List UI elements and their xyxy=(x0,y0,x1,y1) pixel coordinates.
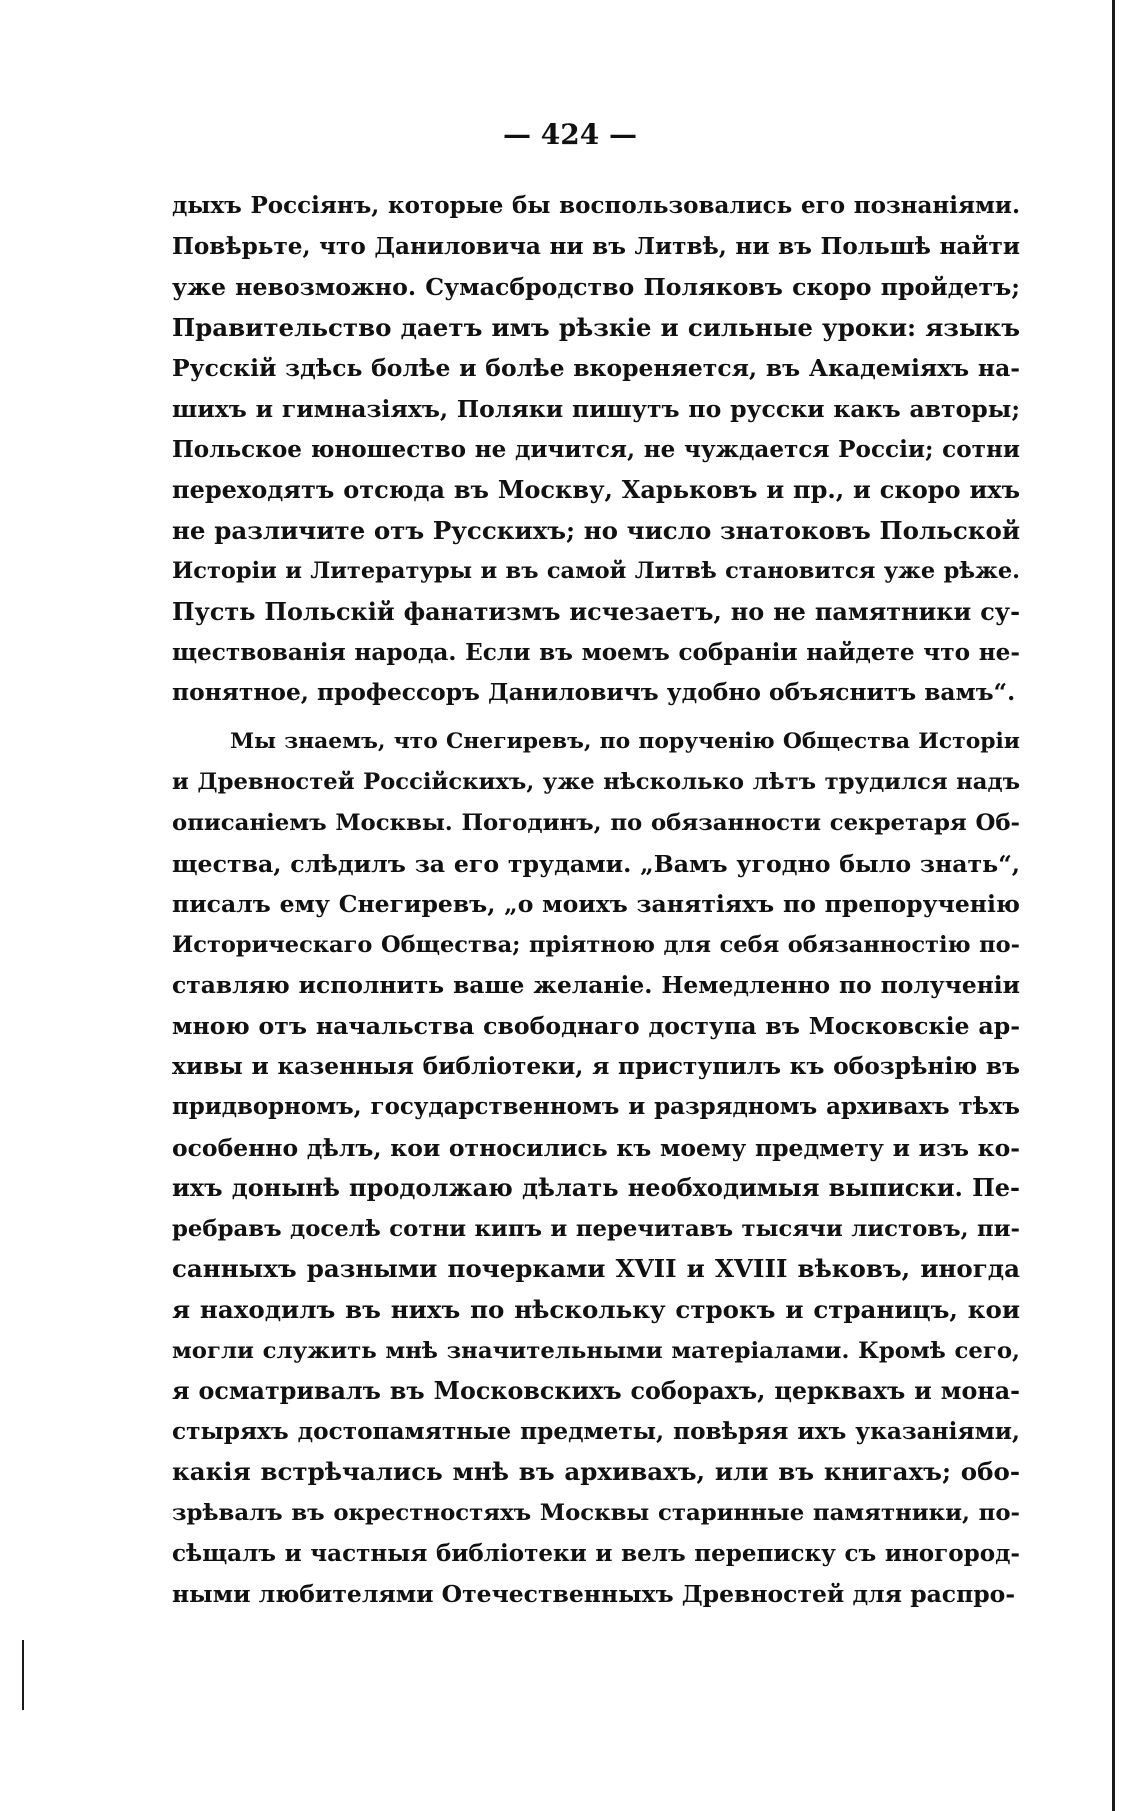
text-line: ребравъ доселѣ сотни кипъ и перечитавъ тысячи листовъ, пи- xyxy=(172,1215,1020,1242)
text-line: ихъ донынѣ продолжаю дѣлать необходимыя выписки. Пе- xyxy=(172,1173,1020,1203)
text-line: не различите отъ Русскихъ; но число знатоковъ Польской xyxy=(172,515,1020,545)
text-line: Повѣрьте, что Даниловича ни въ Литвѣ, ни въ Польшѣ найти xyxy=(172,232,1020,260)
text-line: мною отъ начальства свободнаго доступа въ Московскіе ар- xyxy=(172,1011,1020,1040)
paragraph-gap xyxy=(172,714,1020,722)
text-line: переходятъ отсюда въ Москву, Харьковъ и пр., и скоро ихъ xyxy=(172,475,1020,505)
text-line: ставляю исполнить ваше желаніе. Немедленно по полученіи xyxy=(172,971,1020,1000)
text-line: дыхъ Россіянъ, которые бы воспользовались его познаніями. xyxy=(172,192,1020,219)
text-line: ществованія народа. Если въ моемъ собраніи найдете что не- xyxy=(172,638,1020,666)
text-line: Мы знаемъ, что Снегиревъ, по порученію Общества Исторіи xyxy=(230,728,1020,754)
text-line: особенно дѣлъ, кои относились къ моему предмету и изъ ко- xyxy=(172,1133,1020,1162)
text-line: я осматривалъ въ Московскихъ соборахъ, церквахъ и мона- xyxy=(172,1377,1020,1406)
text-line: шихъ и гимназіяхъ, Поляки пишутъ по русски какъ авторы; xyxy=(172,394,1020,423)
text-line: уже невозможно. Сумасбродство Поляковъ скоро пройдетъ; xyxy=(172,273,1020,302)
text-line: Пусть Польскій фанатизмъ исчезаетъ, но не памятники су- xyxy=(172,597,1020,626)
text-line: зрѣвалъ въ окрестностяхъ Москвы старинные памятники, по- xyxy=(172,1500,1020,1526)
paragraph-1 xyxy=(172,186,1020,714)
text-line: придворномъ, государственномъ и разрядномъ архивахъ тѣхъ xyxy=(172,1093,1020,1121)
text-line: ными любителями Отечественныхъ Древностей для распро- xyxy=(172,1580,1016,1609)
text-line: могли служить мнѣ значительными матеріалами. Кромѣ сего, xyxy=(172,1337,1020,1364)
text-line: Польское юношество не дичится, не чуждается Россіи; сотни xyxy=(172,435,1020,463)
text-line: Русскій здѣсь болѣе и болѣе вкореняется, въ Академіяхъ на- xyxy=(172,354,1020,383)
text-line: понятное, профессоръ Даниловичъ удобно объяснитъ вамъ“. xyxy=(172,679,1016,707)
text-line: стыряхъ достопамятные предметы, повѣряя ихъ указаніями, xyxy=(172,1417,1020,1445)
paragraph-2 xyxy=(172,722,1020,1615)
text-line: писалъ ему Снегиревъ, „о моихъ занятіяхъ по препорученію xyxy=(172,890,1020,919)
text-line: сѣщалъ и частныя библіотеки и велъ переписку съ иногород- xyxy=(172,1539,1020,1567)
text-line: какія встрѣчались мнѣ въ архивахъ, или въ книгахъ; обо- xyxy=(172,1457,1020,1487)
margin-mark xyxy=(22,1640,24,1710)
text-line: хивы и казенныя библіотеки, я приступилъ къ обозрѣнію въ xyxy=(172,1052,1020,1081)
text-line: Историческаго Общества; пріятною для себя обязанностію по- xyxy=(172,931,1020,958)
text-line: и Древностей Россійскихъ, уже нѣсколько лѣтъ трудился надъ xyxy=(172,769,1020,796)
text-line: санныхъ разными почерками XVII и XVIII вѣковъ, иногда xyxy=(172,1254,1020,1284)
text-line: Правительство даетъ имъ рѣзкіе и сильные уроки: языкъ xyxy=(172,312,1020,342)
text-line: Исторіи и Литературы и въ самой Литвѣ становится уже рѣже. xyxy=(172,558,1020,585)
text-line: я находилъ въ нихъ по нѣскольку строкъ и страницъ, кои xyxy=(172,1295,1020,1325)
text-line: щества, слѣдилъ за его трудами. „Вамъ угодно было знать“, xyxy=(172,849,1020,878)
page-edge-line xyxy=(1112,0,1115,1811)
text-line: описаніемъ Москвы. Погодинъ, по обязанности секретаря Об- xyxy=(172,809,1020,836)
page-number: — 424 — xyxy=(503,118,637,151)
body-text xyxy=(172,186,1020,1615)
